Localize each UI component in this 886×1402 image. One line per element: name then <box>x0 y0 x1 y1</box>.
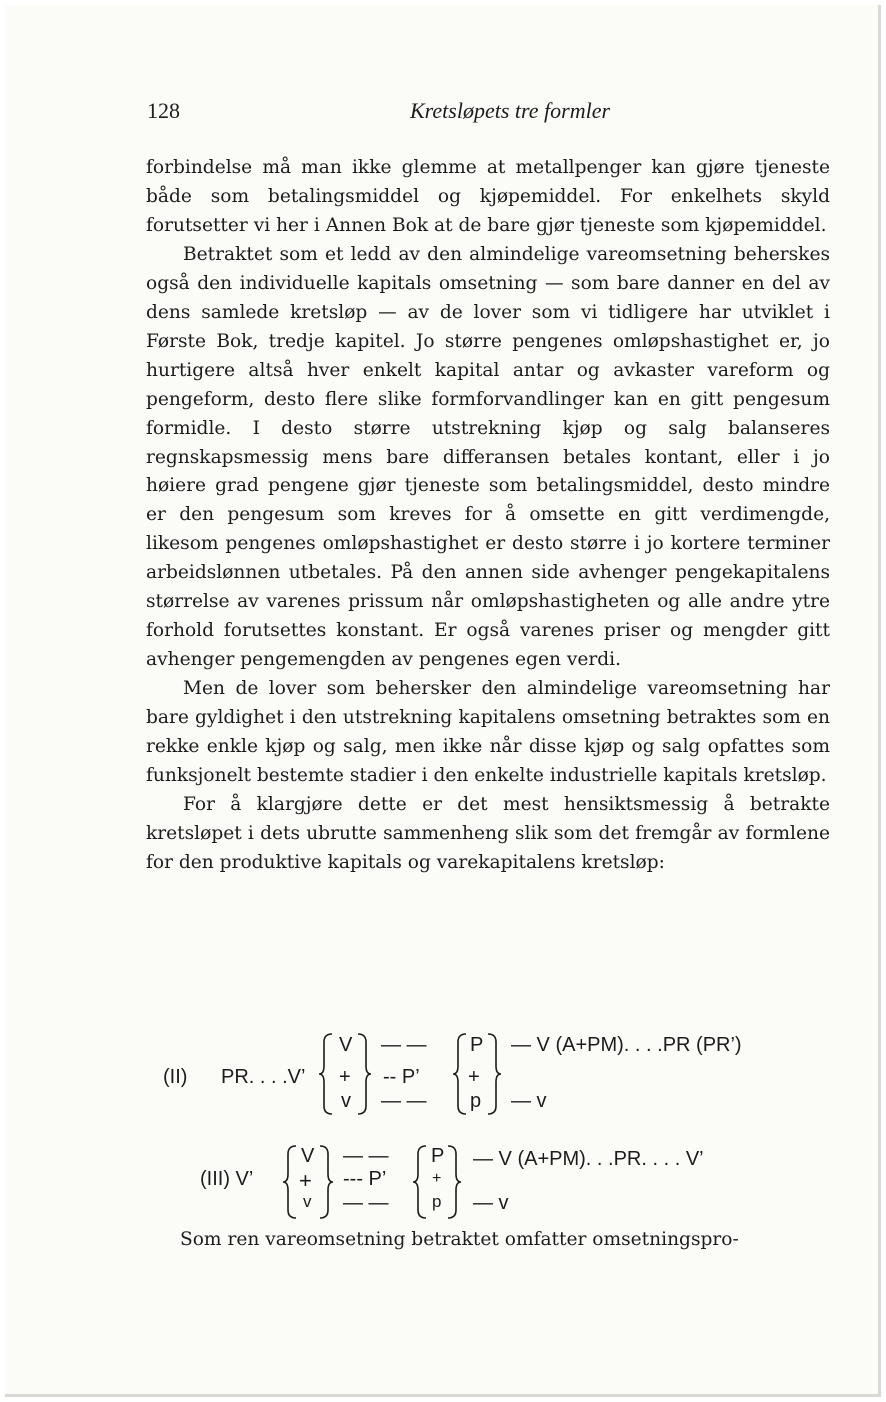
formula-iii-left-brace2-icon <box>412 1144 428 1220</box>
paragraph-2: Betraktet som et ledd av den almindelige vareomsetning beherskes også den individuelle kapitals omsetning — som bare danner en del av dens samlede kretsløp — av de lover som vi tidligere har utviklet i Første Bok, tredje kapitel. Jo større pengenes omløpshastighet er, jo hurtigere altså hver enkelt kapital antar og avkaster vareform og pengeform, desto flere slike formforvandlinger kan en gitt pengesum formidle. I desto større utstrekning kjøp og salg balanseres regnskapsmessig mens bare differansen betales kontant, eller i jo høiere grad pengene gjør tjeneste som betalingsmiddel, desto mindre er den pengesum som kreves for å omsette en gitt verdimengde, likesom pengenes omløpshastighet er desto større i jo kortere terminer arbeidslønnen utbetales. På den annen side avhenger pengekapitalens størrelse av varenes prissum når omløpshastigheten og alle andre ytre forhold forutsettes konstant. Er også varenes priser og mengder gitt avhenger pengemengden av pengenes egen verdi. <box>146 243 830 671</box>
formula-iii-label: (III) V’ <box>200 1168 254 1190</box>
formula-ii-brace1-mid: + <box>339 1066 351 1088</box>
formula-iii-left-brace-icon <box>282 1144 298 1220</box>
formula-ii-dash-bot: — — <box>381 1090 427 1112</box>
formula-iii-dash-top: — — <box>343 1145 389 1167</box>
formula-iii-brace2-bot: p <box>432 1192 442 1211</box>
running-title: Kretsløpets tre formler <box>409 98 611 123</box>
formula-iii-dash-mid: --- P’ <box>343 1168 387 1190</box>
formula-iii-brace1-mid: + <box>299 1168 312 1193</box>
formula-ii-brace1-top: V <box>339 1034 353 1056</box>
paragraph-3: Men de lover som behersker den almindelige vareomsetning har bare gyldighet i den utstrekning kapitalens omsetning betraktes som en rekke enkle kjøp og salg, men ikke når disse kjøp og salg opfattes som funksjonelt bestemte stadier i den enkelte industrielle kapitals kretsløp. <box>146 678 830 787</box>
formula-ii-dash-mid: -- P’ <box>383 1066 420 1088</box>
formula-iii-brace1-top: V <box>301 1145 315 1167</box>
formula-iii-right-brace-icon <box>318 1144 334 1220</box>
paragraph-4: For å klargjøre dette er det mest hensiktsmessig å betrakte kretsløpet i dets ubrutte sammenheng slik som det fremgår av formlene for den produktive kapitals og varekapitalens kretsløp: <box>146 793 830 873</box>
formula-ii-brace2-top: P <box>470 1034 484 1056</box>
formula-iii-brace1-bot: v <box>303 1192 312 1211</box>
formula-ii-dash-top: — — <box>381 1034 427 1056</box>
formula-ii-tail-top: — V (A+PM). . . .PR (PR’) <box>511 1034 742 1056</box>
page-number: 128 <box>147 98 180 123</box>
formula-ii-label: (II) <box>163 1066 188 1088</box>
formula-ii-tail-bot: — v <box>511 1090 547 1112</box>
formula-iii-dash-bot: — — <box>343 1192 389 1214</box>
formula-ii-brace2-bot: p <box>470 1090 482 1112</box>
formula-iii-tail-bot: — v <box>473 1192 509 1214</box>
formula-iii-right-brace2-icon <box>446 1144 462 1220</box>
formula-iii-brace2-mid: + <box>432 1170 442 1187</box>
formula-iii-brace2-top: P <box>431 1145 445 1167</box>
formula-iii-tail-top: — V (A+PM). . .PR. . . . V’ <box>473 1148 704 1170</box>
paragraph-1: forbindelse må man ikke glemme at metallpenger kan gjøre tjeneste både som betalingsmiddel og kjøpemiddel. For enkelhets skyld forutsetter vi her i Annen Bok at de bare gjør tjeneste som kjøpemiddel. <box>146 157 830 236</box>
continuation-line: Som ren vareomsetning betraktet omfatter omsetningspro- <box>180 1229 739 1250</box>
formula-ii-brace1-bot: v <box>341 1090 351 1112</box>
formula-ii-brace2-mid: + <box>468 1066 480 1088</box>
formula-ii-start: PR. . . .V’ <box>221 1066 306 1088</box>
